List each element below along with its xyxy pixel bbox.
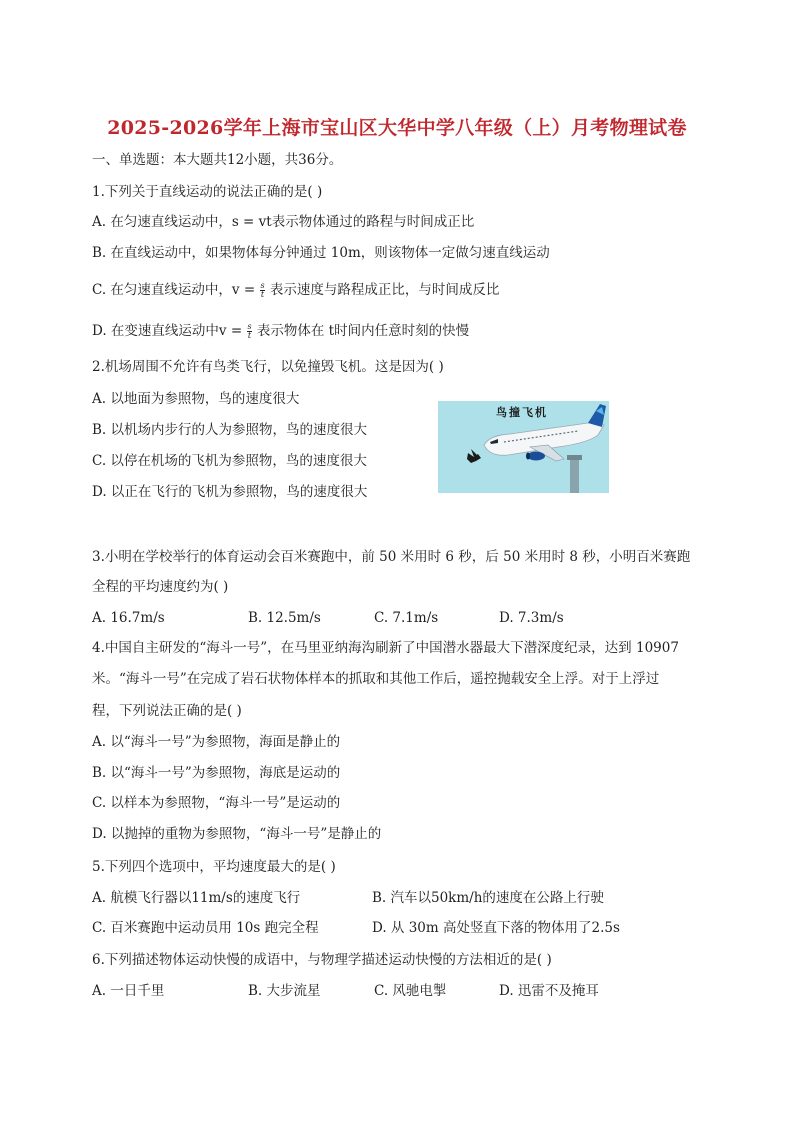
q3-option-d: D. 7.3m/s [499,610,564,626]
q6-stem: 6.下列描述物体运动快慢的成语中，与物理学描述运动快慢的方法相近的是( ) [92,952,552,968]
q2-option-b: B. 以机场内步行的人为参照物，鸟的速度很大 [92,422,368,438]
section-heading: 一、单选题：本大题共12小题，共36分。 [92,152,343,168]
q6-option-b: B. 大步流星 [248,983,321,999]
q5-option-d: D. 从 30m 高处竖直下落的物体用了2.5s [372,920,620,936]
q1-option-b: B. 在直线运动中，如果物体每分钟通过 10m，则该物体一定做匀速直线运动 [92,245,550,261]
q4-option-b: B. 以“海斗一号”为参照物，海底是运动的 [92,765,341,781]
q1-option-a: A. 在匀速直线运动中，s = vt表示物体通过的路程与时间成正比 [92,214,475,230]
q4-option-d: D. 以抛掉的重物为参照物，“海斗一号”是静止的 [92,826,382,842]
q5-option-b: B. 汽车以50km/h的速度在公路上行驶 [372,890,604,906]
fraction-numerator: s [247,322,252,331]
q3-option-b: B. 12.5m/s [248,610,321,626]
fraction-numerator: s [260,281,265,290]
q3-stem-line1: 3.小明在学校举行的体育运动会百米赛跑中，前 50 米用时 6 秒，后 50 米用时 8 秒，小明百米赛跑 [92,549,691,565]
q1-option-d [92,321,469,341]
q6-option-a: A. 一日千里 [92,983,165,999]
q1-option-c [92,280,499,300]
q6-option-d: D. 迅雷不及掩耳 [499,983,599,999]
q2-option-d: D. 以正在飞行的飞机为参照物，鸟的速度很大 [92,484,368,500]
q3-option-a: A. 16.7m/s [92,610,165,626]
q4-option-a: A. 以“海斗一号”为参照物，海面是静止的 [92,734,341,750]
fraction-denominator: t [260,290,265,299]
q5-option-c: C. 百米赛跑中运动员用 10s 跑完全程 [92,920,319,936]
exam-title: 2025-2026学年上海市宝山区大华中学八年级（上）月考物理试卷 [107,117,687,139]
q1-option-d-prefix: D. 在变速直线运动中v = [92,323,243,339]
q2-stem: 2.机场周围不允许有鸟类飞行，以免撞毁飞机。这是因为( ) [92,359,444,375]
q6-option-c: C. 风驰电掣 [374,983,447,999]
bird-strike-illustration [438,401,609,493]
q1-option-c-suffix: 表示速度与路程成正比，与时间成反比 [269,282,500,298]
q3-stem-line2: 全程的平均速度约为( ) [92,579,229,595]
q3-option-c: C. 7.1m/s [374,610,439,626]
q4-stem-line1: 4.中国自主研发的“海斗一号”，在马里亚纳海沟刷新了中国潜水器最大下潜深度纪录，达到 10907 [92,640,679,656]
fraction-denominator: t [247,331,252,340]
q2-option-a: A. 以地面为参照物，鸟的速度很大 [92,391,300,407]
q1-option-d-fraction [247,323,251,340]
figure-caption: 鸟撞飞机 [496,406,548,419]
q1-option-d-suffix: 表示物体在 t时间内任意时刻的快慢 [256,323,470,339]
q4-stem-line2: 米。“海斗一号”在完成了岩石状物体样本的抓取和其他工作后，遥控抛载安全上浮。对于上浮过 [92,671,660,687]
q2-option-c: C. 以停在机场的飞机为参照物，鸟的速度很大 [92,453,367,469]
q5-option-a: A. 航模飞行器以11m/s的速度飞行 [92,890,301,906]
q4-stem-line3: 程，下列说法正确的是( ) [92,703,242,719]
q4-option-c: C. 以样本为参照物，“海斗一号”是运动的 [92,795,341,811]
q1-option-c-fraction [260,282,264,299]
q1-stem: 1.下列关于直线运动的说法正确的是( ) [92,184,323,200]
q1-option-c-prefix: C. 在匀速直线运动中，v = [92,282,256,298]
q5-stem: 5.下列四个选项中，平均速度最大的是( ) [92,859,336,875]
